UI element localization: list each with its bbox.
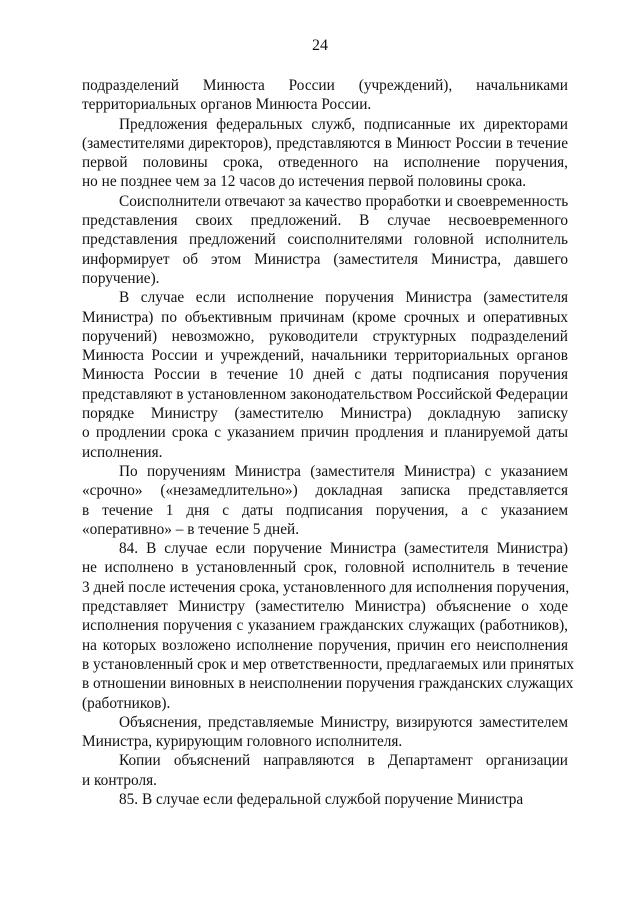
text-line: Министра) по объективным причинам (кроме срочных и оперативных — [82, 308, 568, 326]
text-line: представляют в установленном законодательством Российской Федерации — [82, 385, 568, 403]
paragraph — [82, 115, 568, 192]
text-line: первой половины срока, отведенного на исполнение поручения, — [82, 154, 568, 172]
text-line: Копии объяснений направляются в Департамент организации — [119, 752, 568, 770]
text-line: территориальных органов Минюста России. — [82, 96, 372, 114]
text-line: в отношении виновных в неисполнении поручения гражданских служащих — [82, 675, 574, 693]
paragraph — [82, 76, 568, 115]
text-line: но не позднее чем за 12 часов до истечения первой половины срока. — [82, 173, 527, 191]
text-line: поручений) невозможно, руководители структурных подразделений — [82, 327, 568, 345]
text-line: в установленный срок и мер ответственности, предлагаемых или принятых — [82, 655, 575, 673]
paragraph — [82, 192, 568, 288]
text-line: подразделений Минюста России (учреждений), начальниками — [82, 77, 568, 94]
document-body — [82, 76, 575, 809]
text-line: поручение). — [82, 269, 160, 287]
text-line: и контроля. — [82, 771, 157, 789]
text-line: не исполнено в установленный срок, головной исполнитель в течение — [82, 559, 568, 577]
text-line: В случае если исполнение поручения Министра (заместителя — [119, 289, 568, 307]
text-line: исполнения. — [82, 443, 163, 461]
text-line: 85. В случае если федеральной службой поручение Министра — [119, 790, 524, 808]
text-line: По поручениям Министра (заместителя Министра) с указанием — [119, 462, 568, 480]
text-line: (заместителями директоров), представляются в Минюст России в течение — [82, 134, 568, 152]
text-line: 84. В случае если поручение Министра (заместителя Министра) — [119, 540, 568, 558]
text-line: на которых возложено исполнение поручения, причин его неисполнения — [82, 636, 568, 654]
text-line: Предложения федеральных служб, подписанные их директорами — [119, 115, 568, 133]
text-line: исполнения поручения с указанием гражданских служащих (работников), — [82, 617, 568, 635]
text-line: Соисполнители отвечают за качество проработки и своевременность — [119, 192, 569, 210]
text-line: 3 дней после истечения срока, установленного для исполнения поручения, — [82, 578, 570, 596]
text-line: представления своих предложений. В случае несвоевременного — [82, 212, 568, 230]
page-number: 24 — [312, 37, 328, 54]
text-line: «срочно» («незамедлительно») докладная записка представляется — [82, 482, 568, 500]
text-line: информирует об этом Министра (заместителя Министра, давшего — [82, 250, 568, 268]
paragraph — [82, 713, 568, 752]
text-line: о продлении срока с указанием причин продления и планируемой даты — [82, 424, 568, 442]
paragraph — [82, 462, 568, 539]
text-line: (работников). — [82, 694, 171, 712]
text-line: представления предложений соисполнителями головной исполнитель — [82, 231, 568, 249]
text-line: в течение 1 дня с даты подписания поручения, а с указанием — [82, 501, 568, 519]
text-line: Объяснения, представляемые Министру, визируются заместителем — [119, 713, 568, 731]
text-line: представляет Министру (заместителю Министра) объяснение о ходе — [82, 598, 568, 616]
text-line: «оперативно» – в течение 5 дней. — [82, 520, 300, 538]
text-line: Минюста России в течение 10 дней с даты подписания поручения — [82, 366, 568, 384]
text-line: порядке Министру (заместителю Министра) докладную записку — [82, 405, 568, 423]
text-line: Минюста России и учреждений, начальники территориальных органов — [82, 347, 568, 365]
paragraph — [82, 288, 568, 462]
paragraph — [82, 539, 575, 713]
paragraph — [82, 751, 568, 790]
paragraph — [82, 790, 568, 809]
text-line: Министра, курирующим головного исполнителя. — [82, 733, 403, 751]
